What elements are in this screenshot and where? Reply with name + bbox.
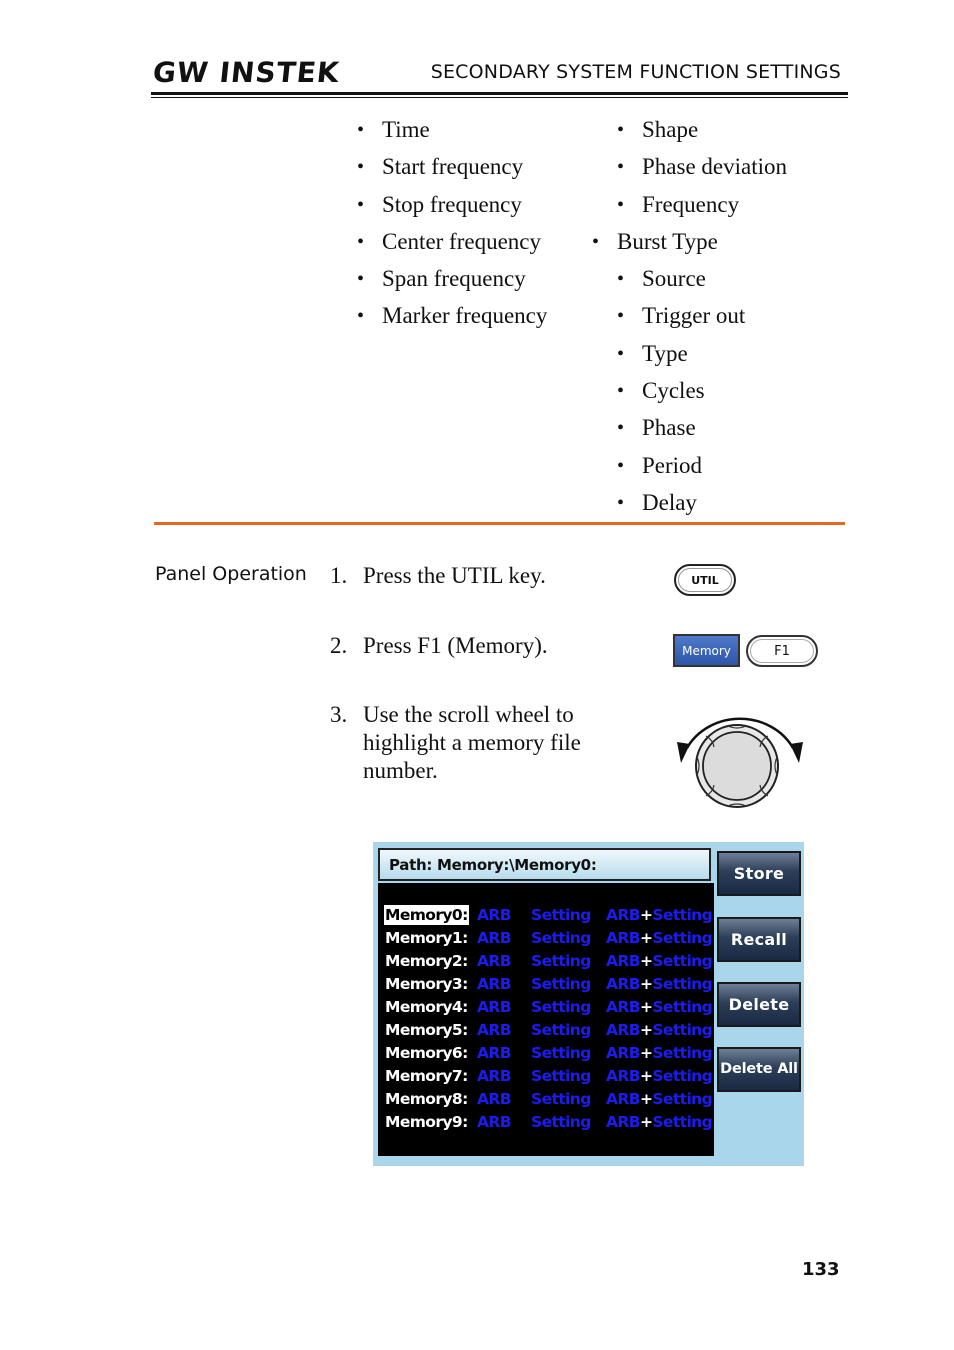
comb-arb: ARB [606,1090,640,1108]
util-key: UTIL [674,564,736,596]
arb-setting-label [606,1112,712,1132]
bullet-item: • Phase [642,414,787,451]
comb-plus: + [639,1021,653,1039]
comb-plus: + [639,1090,653,1108]
bullet-item: • Stop frequency [382,191,547,228]
memory-name: Memory2: [385,952,468,970]
comb-setting: Setting [652,998,713,1016]
comb-plus: + [639,1044,653,1062]
arb-setting-label [606,974,712,994]
comb-setting: Setting [652,1113,713,1131]
arb-setting-label [606,928,712,948]
delete-all-button[interactable]: Delete All [717,1047,801,1092]
memory-name: Memory9: [385,1113,468,1131]
header-rule [151,92,848,95]
comb-arb: ARB [606,906,640,924]
comb-arb: ARB [606,929,640,947]
bullet-item: • Phase deviation [642,153,787,190]
comb-arb: ARB [606,1021,640,1039]
comb-plus: + [639,1113,653,1131]
memory-name: Memory6: [385,1044,468,1062]
step-number: 1. [330,563,348,588]
bullet-item: • Shape [642,116,787,153]
memory-name: Memory7: [385,1067,468,1085]
step-2 [330,632,548,660]
arb-label: ARB [477,952,511,970]
page-number: 133 [802,1259,840,1280]
memory-softkey: Memory [673,634,740,667]
arb-setting-label [606,1089,712,1109]
memory-name: Memory8: [385,1090,468,1108]
setting-label: Setting [531,906,591,924]
comb-arb: ARB [606,975,640,993]
step-text: Press the UTIL key. [363,563,546,588]
comb-arb: ARB [606,998,640,1016]
header-rule-thin [151,97,848,98]
comb-plus: + [639,1067,653,1085]
memory-file-list [378,883,714,1156]
bullet-item: • Source [642,265,787,302]
comb-setting: Setting [652,1090,713,1108]
setting-label: Setting [531,1090,591,1108]
path-bar: Path: Memory:\Memory0: [378,848,711,881]
setting-label: Setting [531,929,591,947]
arb-setting-label [606,1066,712,1086]
memory-name: Memory4: [385,998,468,1016]
arb-label: ARB [477,906,511,924]
comb-arb: ARB [606,1113,640,1131]
comb-setting: Setting [652,929,713,947]
f1-key: F1 [746,635,818,667]
bullet-item: • Frequency [642,191,787,228]
bullet-item: • Burst Type [617,228,787,265]
arb-setting-label [606,997,712,1017]
comb-plus: + [639,929,653,947]
step-text: Use the scroll wheel to highlight a memory file number. [363,702,581,783]
setting-label: Setting [531,952,591,970]
bullet-list-right [617,116,787,526]
memory-name: Memory3: [385,975,468,993]
arb-label: ARB [477,929,511,947]
bullet-item: • Period [642,452,787,489]
arb-setting-label [606,905,712,925]
comb-setting: Setting [652,1044,713,1062]
comb-plus: + [639,975,653,993]
memory-name: Memory5: [385,1021,468,1039]
arb-setting-label [606,1043,712,1063]
setting-label: Setting [531,998,591,1016]
step-number: 3. [330,702,348,727]
bullet-item: • Cycles [642,377,787,414]
bullet-item: • Trigger out [642,302,787,339]
comb-plus: + [639,952,653,970]
store-button[interactable]: Store [717,851,801,896]
bullet-item: • Start frequency [382,153,547,190]
arb-label: ARB [477,1113,511,1131]
comb-plus: + [639,906,653,924]
memory-name: Memory0: [385,906,468,924]
gw-instek-logo: GW INSTEK [151,56,342,89]
comb-setting: Setting [652,1021,713,1039]
recall-button[interactable]: Recall [717,917,801,962]
setting-label: Setting [531,1113,591,1131]
bullet-item: • Span frequency [382,265,547,302]
setting-label: Setting [531,1044,591,1062]
panel-operation-label: Panel Operation [155,563,307,585]
bullet-item: • Type [642,340,787,377]
arb-setting-label [606,1020,712,1040]
comb-setting: Setting [652,975,713,993]
bullet-item: • Delay [642,489,787,526]
comb-arb: ARB [606,952,640,970]
bullet-item: • Time [382,116,547,153]
setting-label: Setting [531,1067,591,1085]
memory-name: Memory1: [385,929,468,947]
comb-arb: ARB [606,1044,640,1062]
comb-setting: Setting [652,906,713,924]
scroll-wheel-icon [670,700,810,812]
comb-arb: ARB [606,1067,640,1085]
arb-label: ARB [477,1044,511,1062]
comb-setting: Setting [652,952,713,970]
setting-label: Setting [531,975,591,993]
bullet-item: • Marker frequency [382,302,547,339]
step-1 [330,562,546,590]
comb-setting: Setting [652,1067,713,1085]
arb-label: ARB [477,1021,511,1039]
arb-label: ARB [477,998,511,1016]
arb-setting-label [606,951,712,971]
step-3 [330,701,623,785]
arb-label: ARB [477,1090,511,1108]
delete-button[interactable]: Delete [717,982,801,1027]
step-text: Press F1 (Memory). [363,633,548,658]
arb-label: ARB [477,1067,511,1085]
step-number: 2. [330,633,348,658]
setting-label: Setting [531,1021,591,1039]
page-header-title: SECONDARY SYSTEM FUNCTION SETTINGS [430,61,841,83]
instrument-screen [373,842,804,1166]
bullet-item: • Center frequency [382,228,547,265]
arb-label: ARB [477,975,511,993]
bullet-list-left [382,116,547,340]
comb-plus: + [639,998,653,1016]
section-divider [154,522,845,525]
